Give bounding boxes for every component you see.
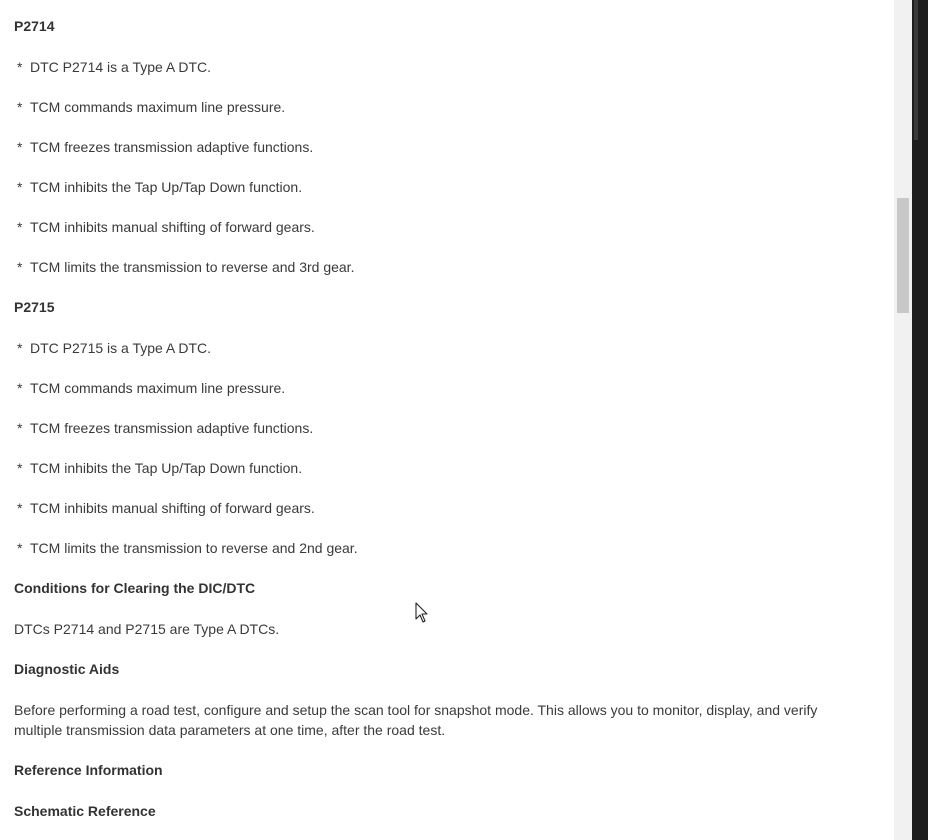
bullet-star-icon: * (17, 500, 23, 516)
section-heading-clearing: Conditions for Clearing the DIC/DTC (14, 580, 256, 596)
bullet-star-icon: * (17, 259, 23, 275)
bullet-star-icon: * (17, 99, 23, 115)
vertical-scrollbar[interactable] (894, 0, 912, 840)
bullet-star-icon: * (17, 380, 23, 396)
list-item: * TCM limits the transmission to reverse and 2nd gear. (17, 540, 358, 556)
list-item: * TCM limits the transmission to reverse and 3rd gear. (17, 259, 355, 275)
list-item: * TCM inhibits the Tap Up/Tap Down function. (17, 460, 303, 476)
list-item: * DTC P2714 is a Type A DTC. (17, 59, 212, 75)
mouse-pointer-icon (415, 602, 429, 624)
bullet-star-icon: * (17, 59, 23, 75)
scrollbar-thumb[interactable] (897, 198, 909, 313)
bullet-star-icon: * (17, 460, 23, 476)
bullet-star-icon: * (17, 420, 23, 436)
bullet-star-icon: * (17, 179, 23, 195)
list-item: * TCM commands maximum line pressure. (17, 380, 286, 396)
list-item: * DTC P2715 is a Type A DTC. (17, 340, 212, 356)
section-heading-schematic-reference[interactable]: Schematic Reference (14, 803, 156, 819)
list-item: * TCM freezes transmission adaptive functions. (17, 420, 314, 436)
section-heading-diagnostic-aids: Diagnostic Aids (14, 661, 120, 677)
list-item: * TCM commands maximum line pressure. (17, 99, 286, 115)
diagnostic-aids-text: Before performing a road test, configure and setup the scan tool for snapshot mode. This allows you to monitor, display, and verify multiple transmission data parameters at one time, after the road test. (14, 702, 818, 738)
clearing-text: DTCs P2714 and P2715 are Type A DTCs. (14, 621, 280, 637)
bullet-star-icon: * (17, 340, 23, 356)
bullet-star-icon: * (17, 219, 23, 235)
list-item: * TCM inhibits the Tap Up/Tap Down function. (17, 179, 303, 195)
list-item: * TCM inhibits manual shifting of forward gears. (17, 219, 315, 235)
bullet-star-icon: * (17, 139, 23, 155)
window-edge-highlight (914, 0, 918, 140)
section-heading-p2714: P2714 (14, 18, 55, 34)
section-heading-p2715: P2715 (14, 299, 55, 315)
window-edge (912, 0, 928, 840)
section-heading-reference-information[interactable]: Reference Information (14, 762, 163, 778)
bullet-star-icon: * (17, 540, 23, 556)
list-item: * TCM inhibits manual shifting of forward gears. (17, 500, 315, 516)
list-item: * TCM freezes transmission adaptive functions. (17, 139, 314, 155)
